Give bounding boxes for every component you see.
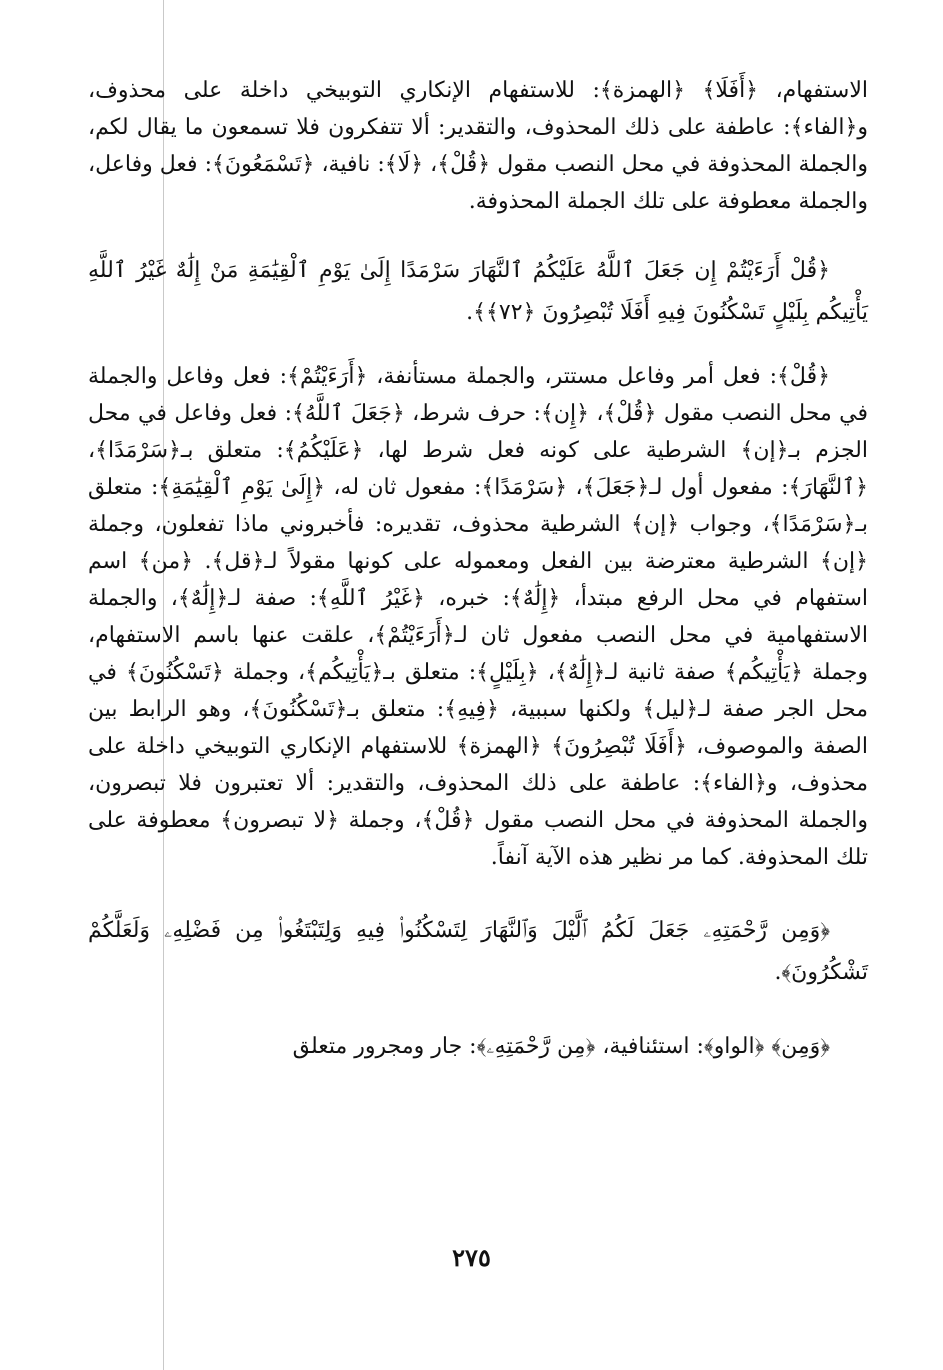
quran-verse-73: ﴿وَمِن رَّحْمَتِهِۦ جَعَلَ لَكُمُ ٱلَّيْلَ وَٱلنَّهَارَ لِتَسْكُنُوا۟ فِيهِ وَلِتَبْتَغُوا۟ مِن فَضْلِهِۦ وَلَعَلَّكُمْ تَشْكُرُونَ﴾. [88,918,868,985]
paragraph-grammar-analysis-3: ﴿وَمِن﴾ ﴿الواو﴾: استئنافية، ﴿مِن رَّحْمَتِهِۦ﴾: جار ومجرور متعلق [292,1034,830,1059]
paragraph-grammar-analysis-1: الاستفهام، ﴿أَفَلَا﴾ ﴿الهمزة﴾: للاستفهام الإنكاري التوبيخي داخلة على محذوف، و﴿الفاء﴾: عاطفة على ذلك المحذوف، والتقدير: ألا تتفكرون فلا تسمعون ما يقال لكم، والجملة المحذوفة في محل النصب مقول ﴿قُلْ﴾، ﴿لَا﴾: نافية، ﴿تَسْمَعُونَ﴾: فعل وفاعل، والجملة معطوفة على تلك الجملة المحذوفة. [88,78,868,214]
page-number: ٢٧٥ [452,1243,491,1272]
paragraph-grammar-analysis-2: ﴿قُلْ﴾: فعل أمر وفاعل مستتر، والجملة مستأنفة، ﴿أَرَءَيْتُمْ﴾: فعل وفاعل والجملة في محل النصب مقول ﴿قُلْ﴾، ﴿إِن﴾: حرف شرط، ﴿جَعَلَ ٱللَّهُ﴾: فعل وفاعل في محل الجزم بـ﴿إن﴾ الشرطية على كونه فعل شرط لها، ﴿عَلَيْكُمُ﴾: متعلق بـ﴿سَرْمَدًا﴾، ﴿ٱلنَّهَارَ﴾: مفعول أول لـ﴿جَعَلَ﴾، ﴿سَرْمَدًا﴾: مفعول ثان له، ﴿إِلَىٰ يَوْمِ ٱلْقِيَٰمَةِ﴾: متعلق بـ﴿سَرْمَدًا﴾، وجواب ﴿إن﴾ الشرطية محذوف، تقديره: فأخبروني ماذا تفعلون، وجملة ﴿إن﴾ الشرطية معترضة بين الفعل ومعموله على كونها مقولاً لـ﴿قل﴾. ﴿من﴾ اسم استفهام في محل الرفع مبتدأ، ﴿إِلَٰهٌ﴾: خبره، ﴿غَيْرُ ٱللَّهِ﴾: صفة لـ﴿إِلَٰهٌ﴾، والجملة الاستفهامية في محل النصب مفعول ثان لـ﴿أَرَءَيْتُمْ﴾، علقت عنها باسم الاستفهام، وجملة ﴿يَأْتِيكُم﴾ صفة ثانية لـ﴿إِلَٰهٌ﴾، ﴿بِلَيْلٍ﴾: متعلق بـ﴿يَأْتِيكُم﴾، وجملة ﴿تَسْكُنُونَ﴾ في محل الجر صفة لـ﴿ليل﴾ ولكنها سببية، ﴿فِيهِ﴾: متعلق بـ﴿تَسْكُنُونَ﴾، وهو الرابط بين الصفة والموصوف، ﴿أَفَلَا تُبْصِرُونَ﴾ ﴿الهمزة﴾ للاستفهام الإنكاري التوبيخي داخلة على محذوف، و﴿الفاء﴾: عاطفة على ذلك المحذوف، والتقدير: ألا تعتبرون فلا تبصرون، والجملة المحذوفة في محل النصب مقول ﴿قُلْ﴾، وجملة ﴿لا تبصرون﴾ معطوفة على تلك المحذوفة. كما مر نظير هذه الآية آنفاً. [88,364,868,870]
quran-verse-72: ﴿قُلْ أَرَءَيْتُمْ إِن جَعَلَ ٱللَّهُ عَلَيْكُمُ ٱلنَّهَارَ سَرْمَدًا إِلَىٰ يَوْمِ ٱلْقِيَٰمَةِ مَنْ إِلَٰهٌ غَيْرُ ٱللَّهِ يَأْتِيكُم بِلَيْلٍ تَسْكُنُونَ فِيهِ أَفَلَا تُبْصِرُونَ ﴿٧٢﴾﴾. [88,258,868,325]
book-page-body [88,66,868,1065]
